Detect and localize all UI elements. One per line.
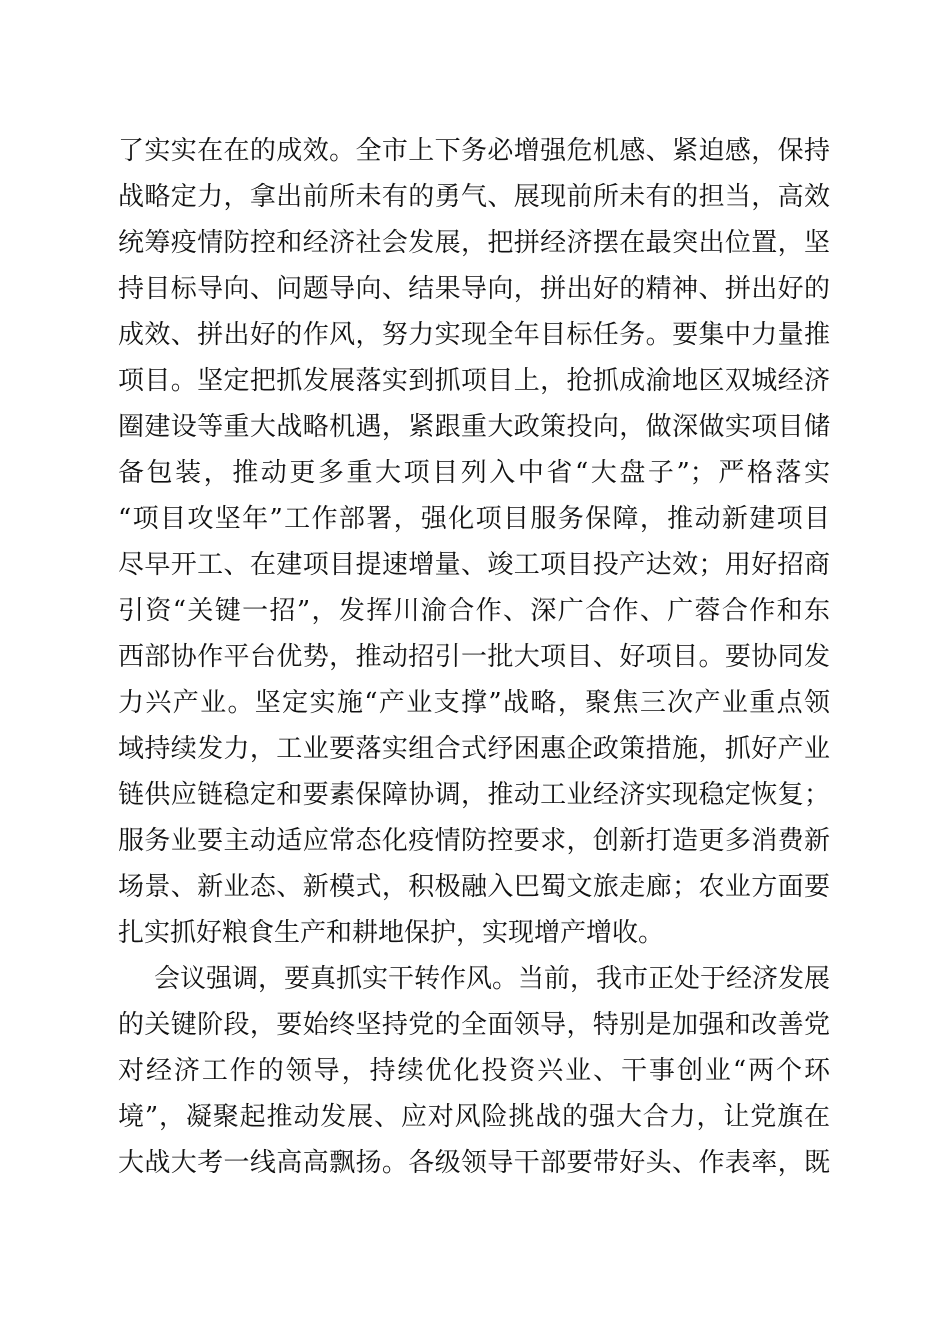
text-line: 链供应链稳定和要素保障协调，推动工业经济实现稳定恢复； (118, 780, 830, 810)
paragraph-1 (118, 128, 830, 956)
text-line: 了实实在在的成效。全市上下务必增强危机感、紧迫感，保持 (118, 136, 830, 166)
text-line: 大战大考一线高高飘扬。各级领导干部要带好头、作表率，既 (118, 1148, 830, 1178)
paragraph-2 (118, 956, 830, 1186)
text-line: 场景、新业态、新模式，积极融入巴蜀文旅走廊；农业方面要 (118, 872, 830, 902)
text-line: 会议强调，要真抓实干转作风。当前，我市正处于经济发展 (154, 964, 830, 994)
text-line: 域持续发力，工业要落实组合式纾困惠企政策措施，抓好产业 (118, 734, 830, 764)
text-line: 西部协作平台优势，推动招引一批大项目、好项目。要协同发 (118, 642, 830, 672)
text-line: 的关键阶段，要始终坚持党的全面领导，特别是加强和改善党 (118, 1010, 830, 1040)
text-line: “项目攻坚年”工作部署，强化项目服务保障，推动新建项目 (118, 504, 830, 534)
text-line: 境”，凝聚起推动发展、应对风险挑战的强大合力，让党旗在 (118, 1102, 830, 1132)
text-line: 成效、拼出好的作风，努力实现全年目标任务。要集中力量推 (118, 320, 830, 350)
text-line: 对经济工作的领导，持续优化投资兴业、干事创业“两个环 (118, 1056, 830, 1086)
text-line: 统筹疫情防控和经济社会发展，把拼经济摆在最突出位置，坚 (118, 228, 830, 258)
text-line: 服务业要主动适应常态化疫情防控要求，创新打造更多消费新 (118, 826, 830, 856)
text-line: 尽早开工、在建项目提速增量、竣工项目投产达效；用好招商 (118, 550, 830, 580)
text-line: 圈建设等重大战略机遇，紧跟重大政策投向，做深做实项目储 (118, 412, 830, 442)
text-line: 项目。坚定把抓发展落实到抓项目上，抢抓成渝地区双城经济 (118, 366, 830, 396)
text-line: 扎实抓好粮食生产和耕地保护，实现增产增收。 (118, 918, 665, 948)
body-text (118, 128, 830, 1186)
text-line: 备包装，推动更多重大项目列入中省“大盘子”；严格落实 (118, 458, 830, 488)
text-line: 引资“关键一招”，发挥川渝合作、深广合作、广蓉合作和东 (118, 596, 830, 626)
text-line: 力兴产业。坚定实施“产业支撑”战略，聚焦三次产业重点领 (118, 688, 830, 718)
text-line: 持目标导向、问题导向、结果导向，拼出好的精神、拼出好的 (118, 274, 830, 304)
text-line: 战略定力，拿出前所未有的勇气、展现前所未有的担当，高效 (118, 182, 830, 212)
